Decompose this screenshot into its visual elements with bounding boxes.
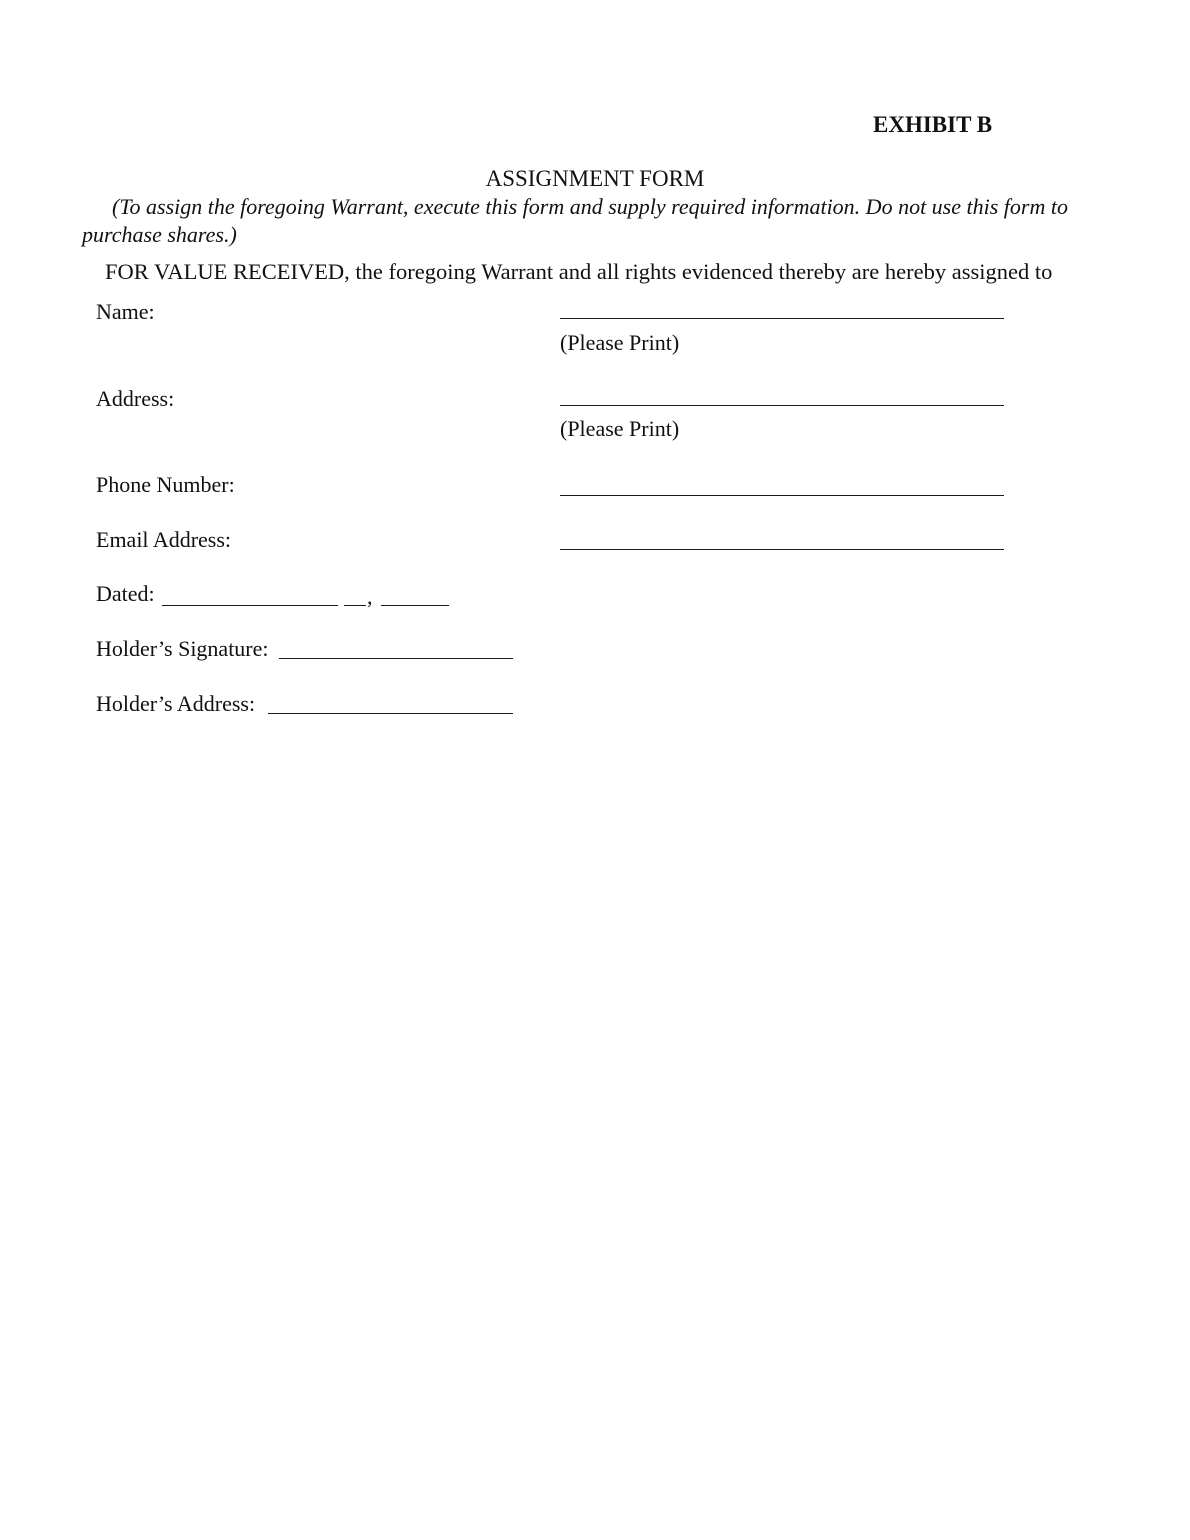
form-instruction: (To assign the foregoing Warrant, execute this form and supply required information. Do not use this form to purchase shares.) xyxy=(82,194,1068,247)
address-field-line[interactable] xyxy=(560,405,1004,406)
email-address-label: Email Address: xyxy=(96,527,232,552)
address-print-hint: (Please Print) xyxy=(560,416,680,441)
date-month-day-line[interactable] xyxy=(162,605,338,606)
exhibit-heading: EXHIBIT B xyxy=(873,112,993,137)
holder-address-label: Holder’s Address: xyxy=(96,691,256,716)
assignment-statement: FOR VALUE RECEIVED, the foregoing Warrant and all rights evidenced thereby are hereby assigned to xyxy=(105,259,1053,284)
name-label: Name: xyxy=(96,299,155,324)
name-field-line[interactable] xyxy=(560,318,1004,319)
address-label: Address: xyxy=(96,386,175,411)
dated-label: Dated: xyxy=(96,581,155,606)
email-address-field-line[interactable] xyxy=(560,549,1004,550)
holder-signature-line[interactable] xyxy=(279,658,513,659)
holder-signature-label: Holder’s Signature: xyxy=(96,636,269,661)
date-year-line[interactable] xyxy=(381,605,449,606)
phone-number-label: Phone Number: xyxy=(96,472,235,497)
form-title: ASSIGNMENT FORM xyxy=(485,166,705,191)
phone-number-field-line[interactable] xyxy=(560,495,1004,496)
date-separator: , xyxy=(367,584,373,609)
name-print-hint: (Please Print) xyxy=(560,330,680,355)
date-day-line[interactable] xyxy=(344,605,366,606)
holder-address-line[interactable] xyxy=(268,713,513,714)
